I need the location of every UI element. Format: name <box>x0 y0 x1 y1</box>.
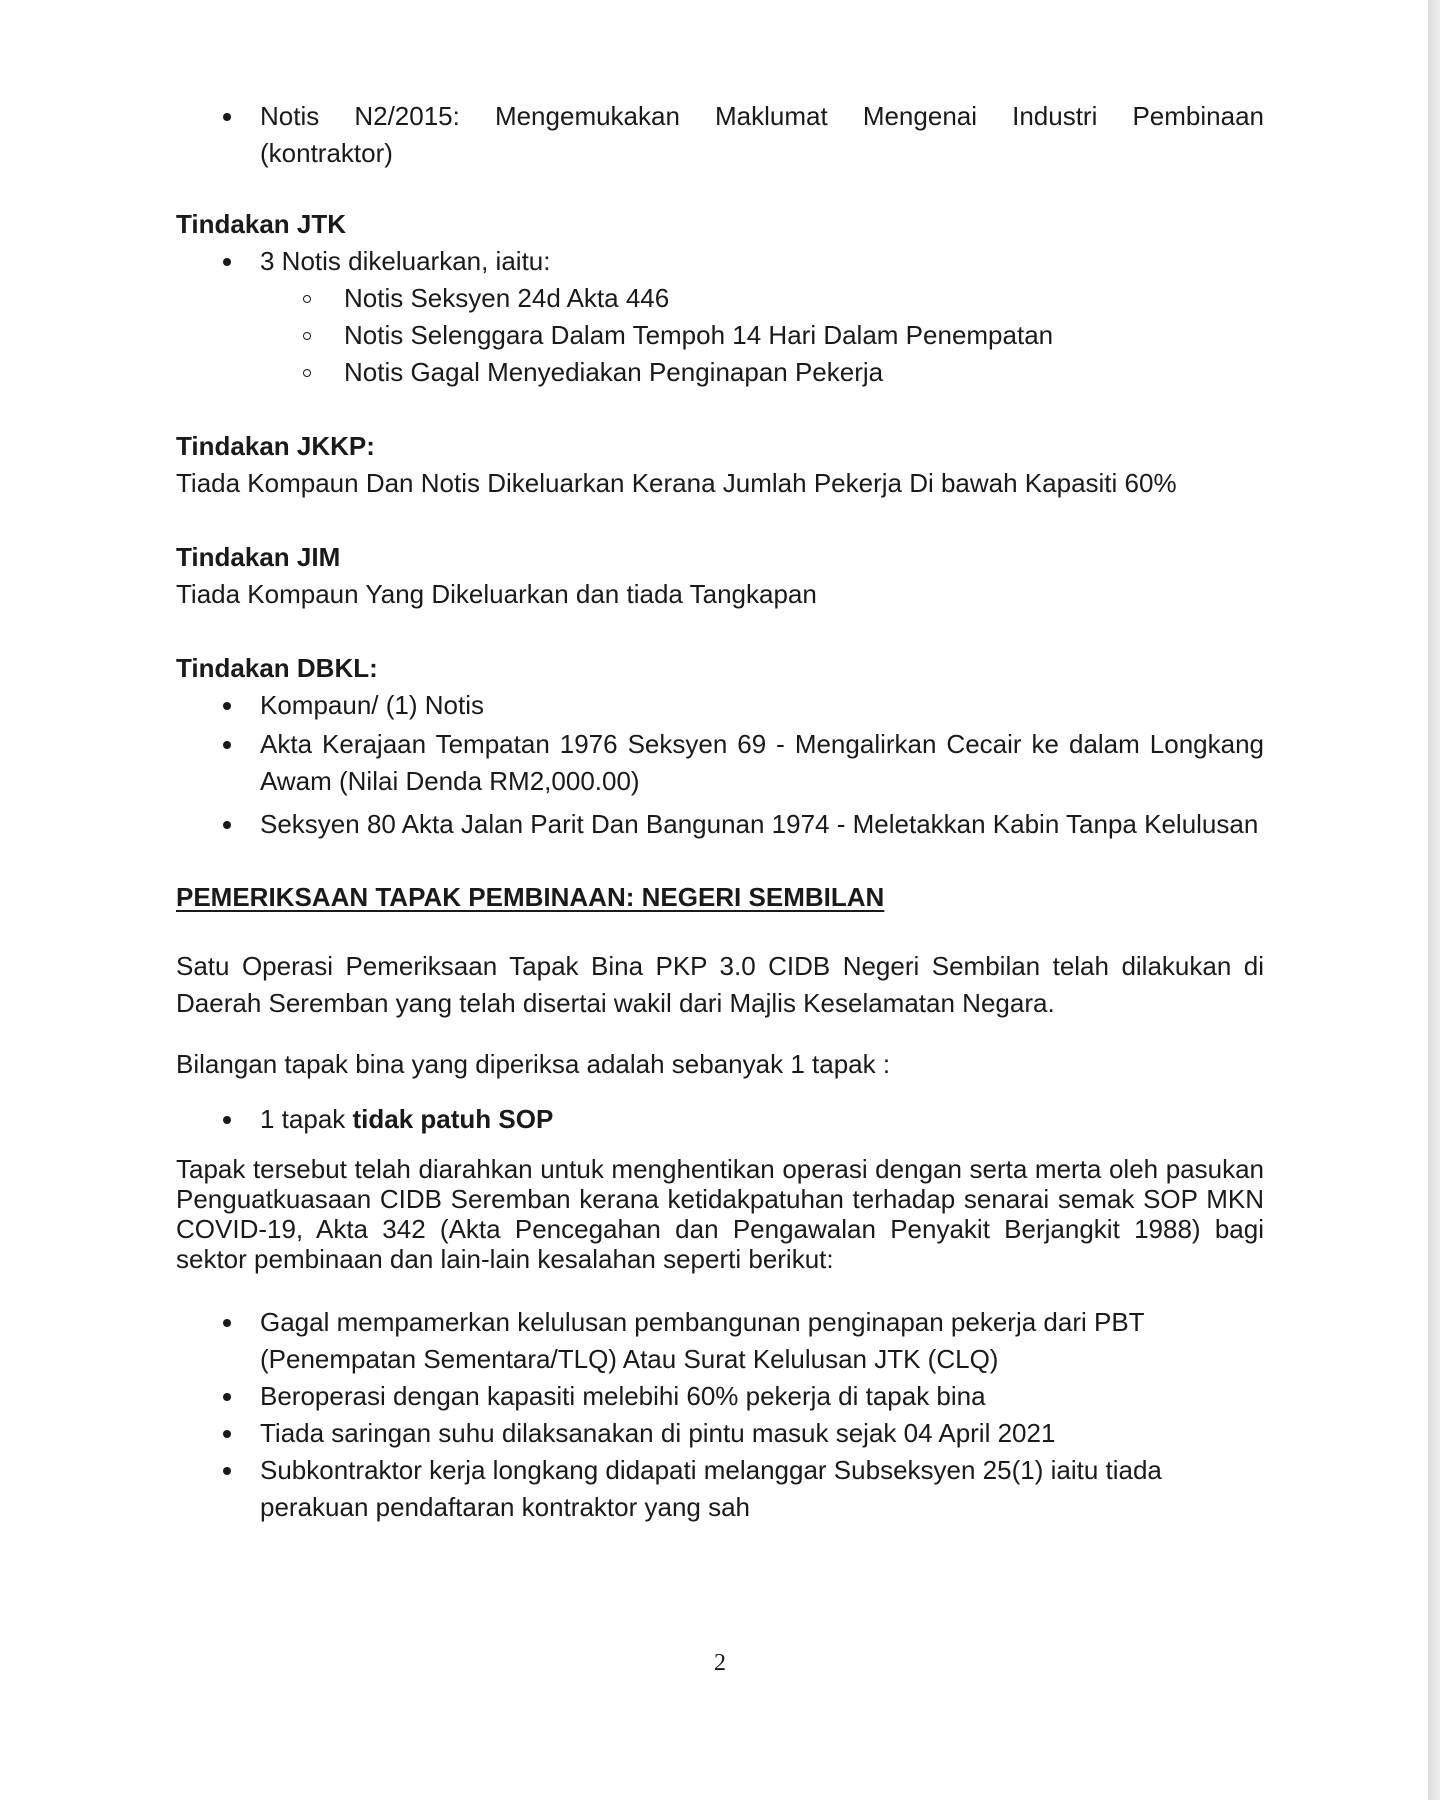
page-content <box>176 98 1264 1526</box>
status-prefix: 1 tapak <box>260 1104 353 1134</box>
status-bold: tidak patuh SOP <box>352 1104 554 1134</box>
list-item: Tiada saringan suhu dilaksanakan di pintu masuk sejak 04 April 2021 <box>176 1415 1264 1452</box>
ns-paragraph-2: Bilangan tapak bina yang diperiksa adalah sebanyak 1 tapak : <box>176 1049 891 1079</box>
jim-text: Tiada Kompaun Yang Dikeluarkan dan tiada Tangkapan <box>176 579 817 609</box>
bullet-text-line2: (kontraktor) <box>260 138 393 168</box>
heading-jkkp: Tindakan JKKP: <box>176 431 375 461</box>
list-item <box>176 98 1264 172</box>
list-item: Gagal mempamerkan kelulusan pembangunan penginapan pekerja dari PBT (Penempatan Sementara/TLQ) Atau Surat Kelulusan JTK (CLQ) <box>176 1304 1264 1378</box>
heading-jtk: Tindakan JTK <box>176 209 347 239</box>
list-item <box>176 243 1264 280</box>
list-item <box>176 1101 1264 1138</box>
jtk-intro: 3 Notis dikeluarkan, iaitu: <box>260 246 551 276</box>
list-item: Subkontraktor kerja longkang didapati melanggar Subseksyen 25(1) iaitu tiada perakuan pendaftaran kontraktor yang sah <box>176 1452 1264 1526</box>
list-item: Notis Gagal Menyediakan Penginapan Pekerja <box>176 354 1264 391</box>
list-item: Notis Selenggara Dalam Tempoh 14 Hari Dalam Penempatan <box>176 317 1264 354</box>
dbkl-list <box>176 687 1264 843</box>
list-item: Akta Kerajaan Tempatan 1976 Seksyen 69 - Mengalirkan Cecair ke dalam Longkang Awam (Nilai Denda RM2,000.00) <box>176 726 1264 800</box>
top-bullet-list <box>176 98 1264 172</box>
jtk-list <box>176 243 1264 280</box>
violations-list <box>176 1304 1264 1526</box>
heading-dbkl: Tindakan DBKL: <box>176 653 378 683</box>
ns-paragraph-1: Satu Operasi Pemeriksaan Tapak Bina PKP 3.0 CIDB Negeri Sembilan telah dilakukan di Daerah Seremban yang telah disertai wakil dari Majlis Keselamatan Negara. <box>176 951 1264 1018</box>
list-item: Beroperasi dengan kapasiti melebihi 60% pekerja di tapak bina <box>176 1378 1264 1415</box>
bullet-text-line1: Notis N2/2015: Mengemukakan Maklumat Mengenai Industri Pembinaan <box>260 101 1264 131</box>
jtk-sublist <box>176 280 1264 391</box>
section-title-negeri-sembilan: PEMERIKSAAN TAPAK PEMBINAAN: NEGERI SEMBILAN <box>176 882 885 912</box>
heading-jim: Tindakan JIM <box>176 542 341 572</box>
ns-paragraph-3: Tapak tersebut telah diarahkan untuk menghentikan operasi dengan serta merta oleh pasukan Penguatkuasaan CIDB Seremban kerana ketidakpatuhan terhadap senarai semak SOP MKN COVID-19, Akta 342 (Akta Pencegahan dan Pengawalan Penyakit Berjangkit 1988) bagi sektor pembinaan dan lain-lain kesalahan seperti berikut: <box>176 1154 1264 1274</box>
page-number: 2 <box>714 1650 726 1676</box>
jkkp-text: Tiada Kompaun Dan Notis Dikeluarkan Kerana Jumlah Pekerja Di bawah Kapasiti 60% <box>176 468 1177 498</box>
list-item: Seksyen 80 Akta Jalan Parit Dan Bangunan 1974 - Meletakkan Kabin Tanpa Kelulusan <box>176 806 1264 843</box>
ns-status-list <box>176 1101 1264 1138</box>
page-edge-shadow <box>1428 0 1440 1800</box>
list-item: Notis Seksyen 24d Akta 446 <box>176 280 1264 317</box>
list-item: Kompaun/ (1) Notis <box>176 687 1264 724</box>
